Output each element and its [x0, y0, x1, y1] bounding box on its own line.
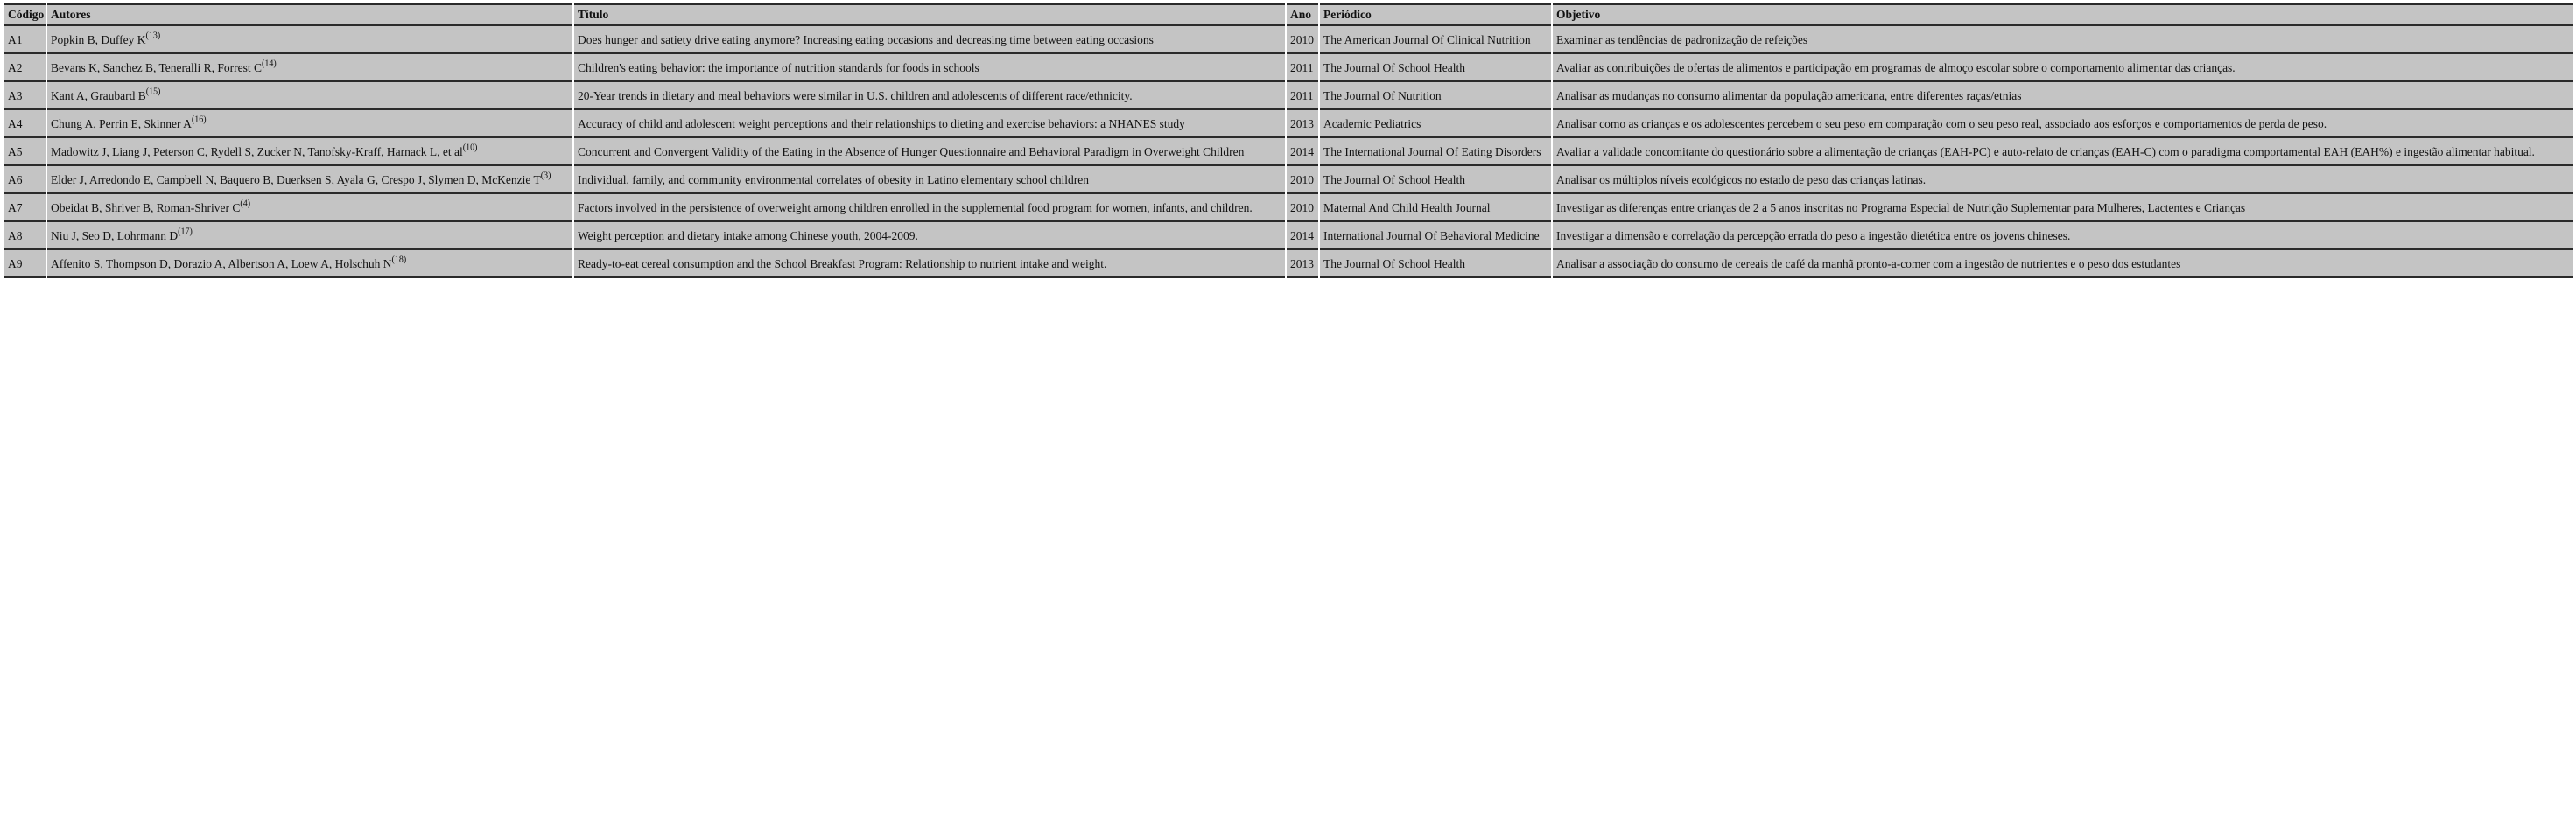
cell-journal — [1320, 222, 1551, 250]
cell-journal-text: The Journal Of School Health — [1323, 61, 1465, 74]
cell-year-text: 2010 — [1290, 201, 1314, 214]
cell-year-text: 2011 — [1290, 61, 1314, 74]
cell-title-text: 20-Year trends in dietary and meal behaviors were similar in U.S. children and adolescents of different race/ethnicity. — [578, 89, 1133, 102]
cell-code — [4, 166, 46, 194]
header-code: Código — [4, 3, 46, 26]
reference-number: (15) — [145, 87, 161, 97]
cell-objective — [1553, 54, 2573, 82]
cell-objective — [1553, 194, 2573, 222]
cell-year-text: 2014 — [1290, 145, 1314, 158]
cell-code-text: A7 — [8, 201, 23, 214]
cell-authors — [47, 82, 572, 110]
cell-authors-text: Kant A, Graubard B — [51, 89, 146, 102]
cell-year — [1287, 166, 1318, 194]
cell-objective-text: Avaliar as contribuições de ofertas de alimentos e participação em programas de almoço escolar sobre o comportamento alimentar das crianças. — [1556, 61, 2236, 74]
reference-number: (13) — [145, 31, 161, 41]
cell-journal — [1320, 26, 1551, 54]
cell-authors-text: Elder J, Arredondo E, Campbell N, Baquero B, Duerksen S, Ayala G, Crespo J, Slymen D, McKenzie T — [51, 173, 541, 186]
cell-journal — [1320, 166, 1551, 194]
cell-journal — [1320, 82, 1551, 110]
cell-title-text: Individual, family, and community environmental correlates of obesity in Latino elementary school children — [578, 173, 1089, 186]
cell-objective-text: Analisar a associação do consumo de cereais de café da manhã pronto-a-comer com a ingestão de nutrientes e o peso dos estudantes — [1556, 257, 2181, 270]
reference-number: (3) — [540, 171, 551, 181]
cell-authors — [47, 26, 572, 54]
cell-authors-text: Madowitz J, Liang J, Peterson C, Rydell S, Zucker N, Tanofsky-Kraff, Harnack L, et al — [51, 145, 463, 158]
cell-code-text: A8 — [8, 229, 23, 242]
cell-objective-text: Analisar os múltiplos níveis ecológicos no estado de peso das crianças latinas. — [1556, 173, 1927, 186]
cell-title-text: Weight perception and dietary intake among Chinese youth, 2004-2009. — [578, 229, 918, 242]
cell-year — [1287, 82, 1318, 110]
header-row — [4, 3, 2573, 26]
cell-objective — [1553, 222, 2573, 250]
cell-title — [574, 194, 1285, 222]
cell-code-text: A6 — [8, 173, 23, 186]
cell-code — [4, 110, 46, 138]
cell-authors — [47, 166, 572, 194]
cell-objective — [1553, 110, 2573, 138]
cell-title — [574, 138, 1285, 166]
cell-code-text: A5 — [8, 145, 23, 158]
cell-code-text: A3 — [8, 89, 23, 102]
cell-objective-text: Examinar as tendências de padronização de refeições — [1556, 33, 1808, 46]
cell-code — [4, 194, 46, 222]
table-row — [4, 138, 2573, 166]
cell-code — [4, 54, 46, 82]
cell-authors-text: Bevans K, Sanchez B, Teneralli R, Forrest C — [51, 61, 263, 74]
cell-year — [1287, 250, 1318, 278]
cell-year — [1287, 222, 1318, 250]
cell-title-text: Concurrent and Convergent Validity of the Eating in the Absence of Hunger Questionnaire and Behavioral Paradigm in Overweight Children — [578, 145, 1245, 158]
cell-title-text: Does hunger and satiety drive eating anymore? Increasing eating occasions and decreasing time between eating occasions — [578, 33, 1154, 46]
cell-journal — [1320, 250, 1551, 278]
header-objective: Objetivo — [1553, 3, 2573, 26]
table-row — [4, 54, 2573, 82]
cell-authors — [47, 250, 572, 278]
cell-objective-text: Analisar como as crianças e os adolescentes percebem o seu peso em comparação com o seu peso real, associado aos esforços e comportamentos de perda de peso. — [1556, 117, 2327, 130]
header-journal: Periódico — [1320, 3, 1551, 26]
cell-year-text: 2014 — [1290, 229, 1314, 242]
header-year: Ano — [1287, 3, 1318, 26]
cell-code — [4, 138, 46, 166]
cell-authors — [47, 194, 572, 222]
table-row — [4, 110, 2573, 138]
header-title: Título — [574, 3, 1285, 26]
table-row — [4, 26, 2573, 54]
cell-year-text: 2013 — [1290, 257, 1314, 270]
cell-objective-text: Analisar as mudanças no consumo alimentar da população americana, entre diferentes raças/etnias — [1556, 89, 2022, 102]
table-header — [4, 3, 2573, 26]
cell-title — [574, 110, 1285, 138]
cell-title-text: Factors involved in the persistence of overweight among children enrolled in the supplemental food program for women, infants, and children. — [578, 201, 1253, 214]
cell-objective — [1553, 138, 2573, 166]
table-row — [4, 194, 2573, 222]
cell-title-text: Accuracy of child and adolescent weight perceptions and their relationships to dieting and exercise behaviors: a NHANES study — [578, 117, 1185, 130]
cell-journal-text: The Journal Of School Health — [1323, 257, 1465, 270]
cell-journal — [1320, 110, 1551, 138]
cell-authors-text: Obeidat B, Shriver B, Roman-Shriver C — [51, 201, 241, 214]
cell-objective — [1553, 82, 2573, 110]
cell-year — [1287, 138, 1318, 166]
cell-code — [4, 82, 46, 110]
cell-objective-text: Investigar a dimensão e correlação da percepção errada do peso a ingestão dietética entre os jovens chineses. — [1556, 229, 2071, 242]
table-row — [4, 222, 2573, 250]
cell-authors-text: Niu J, Seo D, Lohrmann D — [51, 229, 179, 242]
cell-authors — [47, 110, 572, 138]
cell-journal-text: Maternal And Child Health Journal — [1323, 201, 1491, 214]
cell-year — [1287, 194, 1318, 222]
reference-number: (17) — [178, 227, 193, 237]
cell-journal-text: Academic Pediatrics — [1323, 117, 1421, 130]
cell-code — [4, 26, 46, 54]
cell-year — [1287, 54, 1318, 82]
cell-journal — [1320, 54, 1551, 82]
reference-number: (4) — [240, 199, 251, 209]
cell-title — [574, 54, 1285, 82]
table-row — [4, 250, 2573, 278]
cell-journal-text: The American Journal Of Clinical Nutrition — [1323, 33, 1531, 46]
cell-title-text: Children's eating behavior: the importance of nutrition standards for foods in schools — [578, 61, 979, 74]
cell-journal-text: The Journal Of School Health — [1323, 173, 1465, 186]
cell-objective — [1553, 166, 2573, 194]
cell-code — [4, 222, 46, 250]
cell-journal — [1320, 138, 1551, 166]
cell-authors — [47, 54, 572, 82]
cell-code-text: A4 — [8, 117, 23, 130]
cell-year-text: 2013 — [1290, 117, 1314, 130]
references-table — [3, 3, 2575, 278]
cell-year — [1287, 26, 1318, 54]
table-body — [4, 26, 2573, 278]
cell-authors-text: Popkin B, Duffey K — [51, 33, 146, 46]
cell-authors — [47, 138, 572, 166]
cell-journal-text: The Journal Of Nutrition — [1323, 89, 1442, 102]
cell-objective — [1553, 26, 2573, 54]
cell-year — [1287, 110, 1318, 138]
cell-title — [574, 26, 1285, 54]
cell-journal — [1320, 194, 1551, 222]
cell-title — [574, 166, 1285, 194]
reference-number: (18) — [391, 255, 407, 265]
header-authors: Autores — [47, 3, 572, 26]
cell-journal-text: The International Journal Of Eating Disorders — [1323, 145, 1541, 158]
cell-year-text: 2010 — [1290, 173, 1314, 186]
cell-code-text: A2 — [8, 61, 23, 74]
cell-objective-text: Investigar as diferenças entre crianças de 2 a 5 anos inscritas no Programa Especial de Nutrição Suplementar para Mulheres, Lactentes e Crianças — [1556, 201, 2246, 214]
cell-code-text: A9 — [8, 257, 23, 270]
cell-title — [574, 222, 1285, 250]
cell-authors-text: Affenito S, Thompson D, Dorazio A, Albertson A, Loew A, Holschuh N — [51, 257, 392, 270]
cell-authors — [47, 222, 572, 250]
cell-objective-text: Avaliar a validade concomitante do questionário sobre a alimentação de crianças (EAH-PC) e auto-relato de crianças (EAH-C) com o paradigma comportamental EAH (EAH%) e ingestão alimentar habitual. — [1556, 145, 2535, 158]
cell-title-text: Ready-to-eat cereal consumption and the School Breakfast Program: Relationship to nutrient intake and weight. — [578, 257, 1107, 270]
cell-title — [574, 82, 1285, 110]
cell-code — [4, 250, 46, 278]
cell-year-text: 2011 — [1290, 89, 1314, 102]
cell-code-text: A1 — [8, 33, 23, 46]
cell-year-text: 2010 — [1290, 33, 1314, 46]
cell-objective — [1553, 250, 2573, 278]
table-row — [4, 166, 2573, 194]
cell-title — [574, 250, 1285, 278]
cell-authors-text: Chung A, Perrin E, Skinner A — [51, 117, 192, 130]
reference-number: (10) — [462, 143, 478, 153]
table-row — [4, 82, 2573, 110]
reference-number: (16) — [191, 115, 207, 125]
reference-number: (14) — [262, 59, 277, 69]
cell-journal-text: International Journal Of Behavioral Medicine — [1323, 229, 1540, 242]
